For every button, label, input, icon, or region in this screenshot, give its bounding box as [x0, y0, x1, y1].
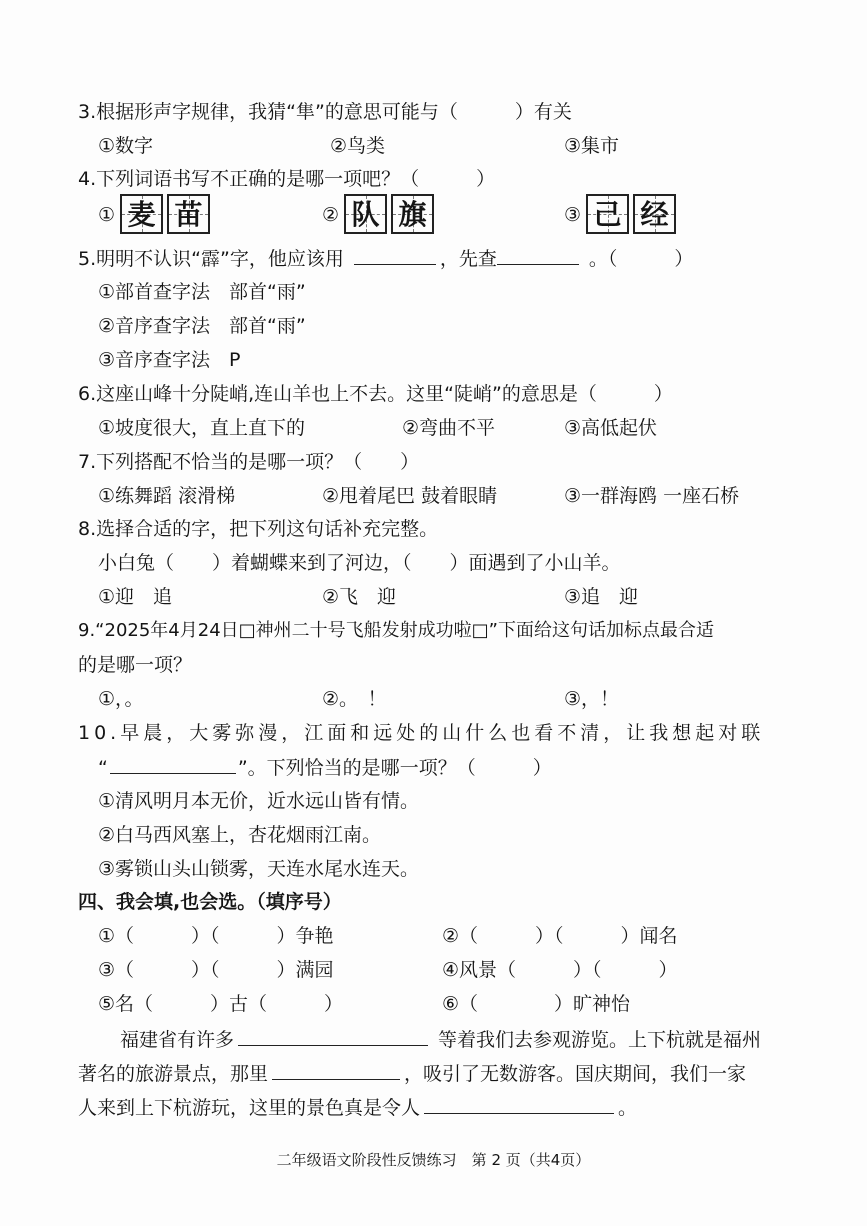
q3-option-3: ③集市	[564, 135, 620, 157]
q8-option-3: ③追 迎	[564, 586, 639, 608]
q10-option-2: ②白马西风塞上，杏花烟雨江南。	[98, 824, 382, 846]
q5-option-2: ②音序查字法 部首“雨”	[98, 315, 306, 337]
q7-option-2: ②甩着尾巴 鼓着眼睛	[322, 485, 498, 507]
blank-line[interactable]	[424, 1093, 614, 1114]
passage-text: 福建省有许多	[120, 1029, 235, 1051]
q10-stem-rest: ”。下列恰当的是哪一项？（ ）	[237, 757, 552, 779]
tian-grid-box	[344, 194, 387, 234]
q4-stem: 4.下列词语书写不正确的是哪一项吧？（ ）	[78, 168, 496, 190]
q3-option-1: ①数字	[98, 135, 154, 157]
q5-stem	[78, 244, 693, 273]
q5-stem-b: ，先查	[439, 248, 497, 270]
q10-quote-open: “	[98, 757, 108, 779]
passage-text: 等着我们去参观游览。上下杭就是福州	[438, 1029, 762, 1051]
q6-stem: 6.这座山峰十分陡峭,连山羊也上不去。这里“陡峭”的意思是（ ）	[78, 383, 673, 405]
q8-sentence: 小白兔（ ）着蝴蝶来到了河边，（ ）面遇到了小山羊。	[98, 552, 621, 574]
q10-option-3: ③雾锁山头山锁雾，天连水尾水连天。	[98, 858, 420, 880]
q9-option-1: ①，。	[98, 688, 144, 710]
fill-item-1[interactable]: ①（ ）（ ）争艳	[98, 925, 334, 947]
passage-line-3	[78, 1093, 637, 1122]
q3-option-2: ②鸟类	[330, 135, 386, 157]
q6-option-1: ①坡度很大，直上直下的	[98, 417, 306, 439]
fill-item-4[interactable]: ④风景（ ）（ ）	[442, 959, 678, 981]
q6-option-2: ②弯曲不平	[402, 417, 496, 439]
q4-char: 旗	[398, 198, 427, 231]
blank-line[interactable]	[238, 1025, 428, 1046]
passage-text: 人来到上下杭游玩，这里的景色真是令人	[78, 1097, 421, 1119]
q4-char: 己	[593, 198, 622, 231]
q7-option-1: ①练舞蹈 滚滑梯	[98, 485, 236, 507]
tian-grid-box	[167, 194, 210, 234]
q8-option-1: ①迎 追	[98, 586, 173, 608]
q8-stem: 8.选择合适的字，把下列这句话补充完整。	[78, 518, 439, 540]
q4-char: 苗	[174, 198, 203, 231]
passage-line-2	[78, 1059, 746, 1088]
q7-option-3: ③一群海鸥 一座石桥	[564, 485, 740, 507]
section-4-title: 四、我会填,也会选。（填序号）	[78, 891, 342, 913]
passage-text: 著名的旅游景点，那里	[78, 1063, 269, 1085]
q5-option-1: ①部首查字法 部首“雨”	[98, 281, 306, 303]
page-footer: 二年级语文阶段性反馈练习 第 2 页（共4页）	[276, 1151, 591, 1169]
q6-option-3: ③高低起伏	[564, 417, 658, 439]
q8-option-2: ②飞 迎	[322, 586, 397, 608]
blank-line[interactable]	[497, 244, 579, 265]
fill-item-6[interactable]: ⑥（ ）旷神怡	[442, 993, 631, 1015]
fill-item-3[interactable]: ③（ ）（ ）满园	[98, 959, 334, 981]
q4-char: 麦	[127, 198, 156, 231]
q10-option-1: ①清风明月本无价，近水远山皆有情。	[98, 790, 420, 812]
blank-line[interactable]	[110, 753, 236, 774]
tian-grid-box	[391, 194, 434, 234]
fill-item-2[interactable]: ②（ ）（ ）闻名	[442, 925, 678, 947]
tian-grid-box	[120, 194, 163, 234]
q9-stem-line1: 9.“2025年4月24日□神州二十号飞船发射成功啦□”下面给这句话加标点最合适	[78, 620, 715, 641]
q5-stem-c: 。（ ）	[588, 248, 694, 270]
blank-line[interactable]	[354, 244, 436, 265]
tian-grid-box	[633, 194, 676, 234]
q9-option-3: ③，！	[564, 688, 620, 710]
q4-mark-3: ③	[564, 204, 582, 226]
q3-stem: 3.根据形声字规律，我猜“隼”的意思可能与（ ）有关	[78, 101, 572, 123]
q9-stem-line2: 的是哪一项？	[78, 654, 193, 676]
fill-item-5[interactable]: ⑤名（ ）古（ ）	[98, 993, 344, 1015]
passage-text: 。	[618, 1097, 638, 1119]
q4-mark-2: ②	[322, 204, 340, 226]
q4-char: 队	[351, 198, 380, 231]
q4-mark-1: ①	[98, 204, 116, 226]
q5-stem-a: 5.明明不认识“霹”字，他应该用	[78, 248, 344, 270]
passage-line-1	[120, 1025, 761, 1054]
q10-stem-line2	[98, 753, 552, 782]
q9-option-2: ②。 ！	[322, 688, 387, 710]
q4-char: 经	[640, 198, 669, 231]
blank-line[interactable]	[272, 1059, 400, 1080]
q5-option-3: ③音序查字法 P	[98, 349, 241, 371]
tian-grid-box	[586, 194, 629, 234]
q10-stem-line1: 10.早晨，大雾弥漫，江面和远处的山什么也看不清，让我想起对联	[78, 722, 765, 744]
passage-text: ，吸引了无数游客。国庆期间，我们一家	[404, 1063, 747, 1085]
q7-stem: 7.下列搭配不恰当的是哪一项？（ ）	[78, 451, 420, 473]
